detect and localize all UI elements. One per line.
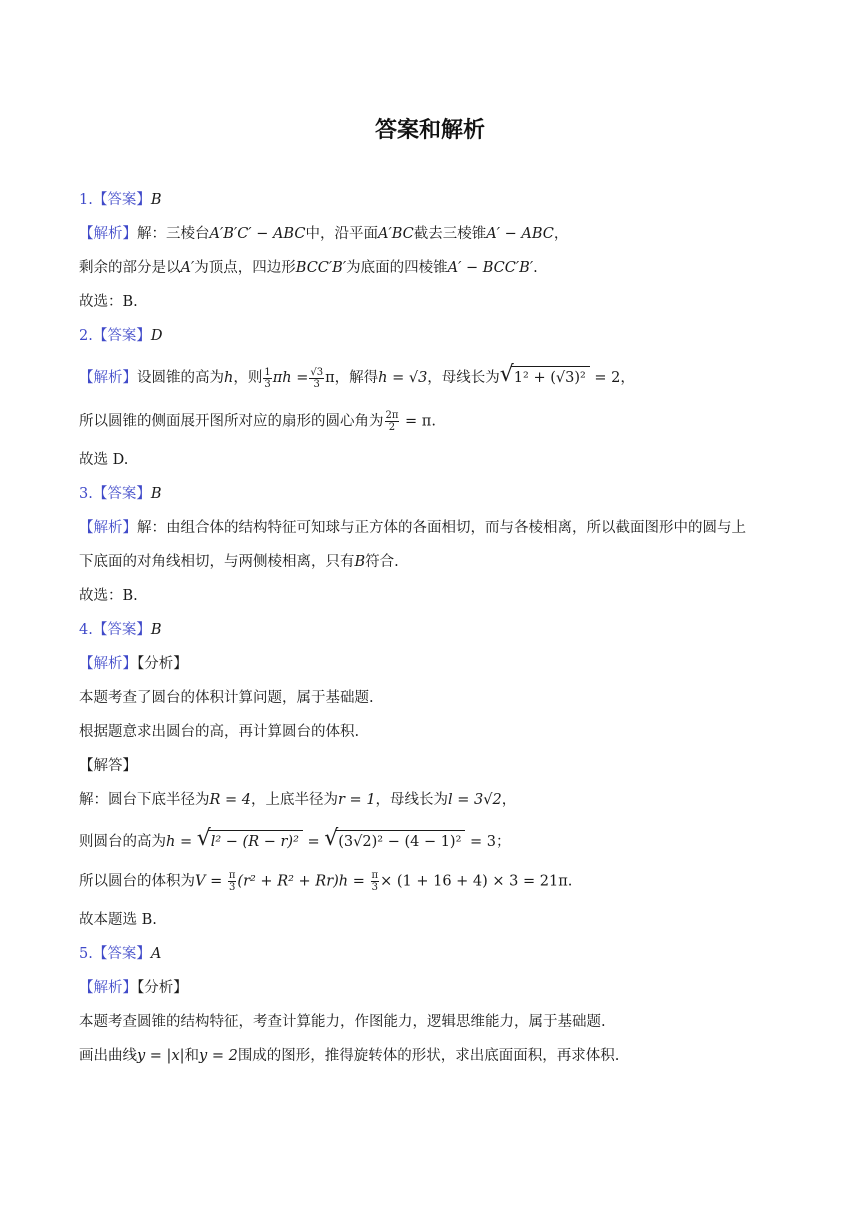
q3-answer-line: 3.【答案】B: [79, 486, 162, 502]
q4-solution-line-1: 解：圆台下底半径为R = 4，上底半径为r = 1，母线长为l = 3√2，: [79, 792, 517, 808]
q1-analysis-line-1: 【解析】解：三棱台A′B′C′ − ABC中，沿平面A′BC截去三棱锥A′ − ABC，: [79, 226, 569, 242]
q3-analysis-line-2: 下底面的对角线相切，与两侧棱相离，只有B符合.: [79, 554, 399, 570]
q1-choice-line: 故选：B.: [79, 294, 138, 310]
q2-choice-line: 故选 D.: [79, 452, 129, 468]
sqrt-height-values: √ (3√2)² − (4 − 1)²: [324, 830, 465, 852]
q4-analysis-line-2: 根据题意求出圆台的高，再计算圆台的体积.: [79, 724, 360, 740]
q2-analysis-line-2: 所以圆锥的侧面展开图所对应的扇形的圆心角为 $\frac{2\pi}{2}$ = π.: [79, 410, 436, 433]
q4-choice-line: 故本题选 B.: [79, 912, 157, 928]
q1-analysis-line-2: 剩余的部分是以A′为顶点，四边形BCC′B′为底面的四棱锥A′ − BCC′B′.: [79, 260, 538, 276]
sqrt-height-formula: √ l² − (R − r)²: [197, 830, 303, 852]
fraction-pi-over-3: $\frac{\pi}{3}$: [228, 870, 236, 893]
q2-analysis-line-1: 【解析】设圆锥的高为h，则 $\frac{1}{3}$ πh = $\frac{√3}{3}$ π，解得h = √3，母线长为 √ 1² + (√3)² = 2，: [79, 362, 635, 390]
q4-solution-line-3: 所以圆台的体积为V = $\frac{\pi}{3}$ (r² + R² + Rr)h = $\frac{\pi}{3}$ × (1 + 16 + 4) × 3 = 21π.: [79, 870, 573, 893]
q4-solution-heading: 【解答】: [79, 758, 137, 774]
fraction-one-third: $\frac{1}{3}$: [264, 366, 271, 390]
q3-choice-line: 故选：B.: [79, 588, 138, 604]
q5-analysis-line-1: 本题考查圆锥的结构特征，考查计算能力，作图能力，逻辑思维能力，属于基础题.: [79, 1014, 606, 1030]
q3-analysis-line-1: 【解析】解：由组合体的结构特征可知球与正方体的各面相切，而与各棱相离，所以截面图形中的圆与上: [79, 520, 746, 536]
sqrt-slant-height: √ 1² + (√3)²: [500, 366, 590, 388]
q4-analysis-line-1: 本题考查了圆台的体积计算问题，属于基础题.: [79, 690, 374, 706]
q4-answer-line: 4.【答案】B: [79, 622, 162, 638]
fraction-2pi-over-2: $\frac{2\pi}{2}$: [385, 410, 399, 433]
q2-answer-line: 2.【答案】D: [79, 328, 163, 344]
q5-analysis-heading: 【解析】【分析】: [79, 980, 188, 996]
fraction-pi-over-3-b: $\frac{\pi}{3}$: [371, 870, 379, 893]
fraction-sqrt3-over-3: $\frac{√3}{3}$: [310, 366, 324, 390]
q4-solution-line-2: 则圆台的高为h = √ l² − (R − r)² = √ (3√2)² − (4 − 1)² = 3；: [79, 826, 511, 851]
q1-answer-line: 1.【答案】B: [79, 192, 162, 208]
q5-analysis-line-2: 画出曲线y = |x|和y = 2围成的图形，推得旋转体的形状，求出底面面积，再求体积.: [79, 1048, 620, 1064]
q4-analysis-heading: 【解析】【分析】: [79, 656, 188, 672]
page-title: 答案和解析: [374, 118, 485, 143]
q5-answer-line: 5.【答案】A: [79, 946, 162, 962]
